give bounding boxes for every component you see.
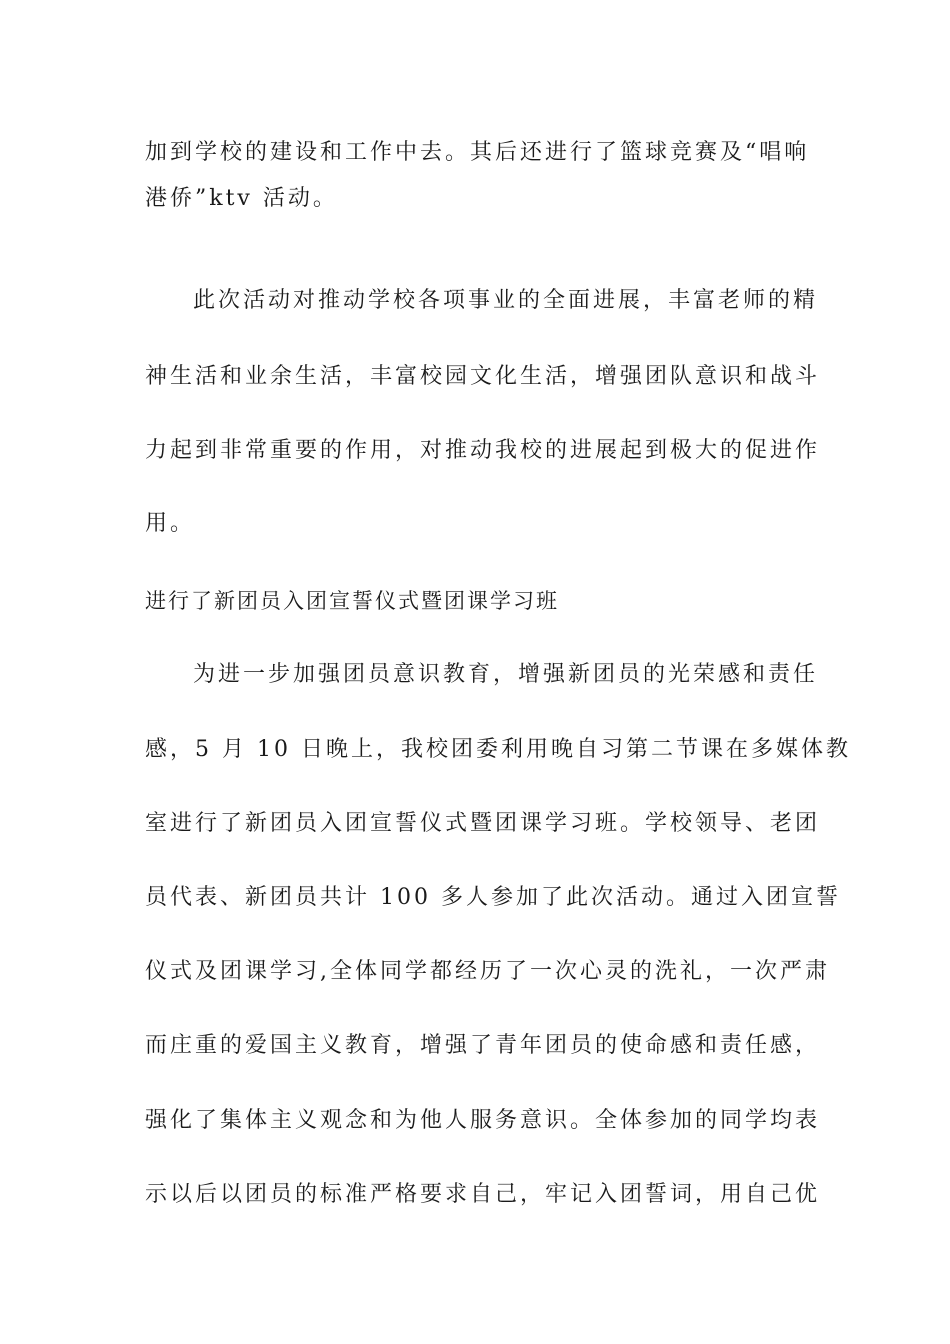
paragraph-line: 为进一步加强团员意识教育，增强新团员的光荣感和责任	[193, 662, 819, 687]
paragraph-line: 力起到非常重要的作用，对推动我校的进展起到极大的促进作	[145, 438, 821, 463]
paragraph-line: 神生活和业余生活，丰富校园文化生活，增强团队意识和战斗	[145, 364, 821, 389]
paragraph-line: 示以后以团员的标准严格要求自己，牢记入团誓词，用自己优	[145, 1182, 821, 1207]
paragraph-line: 感，5 月 10 日晚上，我校团委利用晚自习第二节课在多媒体教	[145, 737, 851, 762]
paragraph-line: 加到学校的建设和工作中去。其后还进行了篮球竞赛及“唱响	[145, 140, 810, 165]
paragraph-line: 员代表、新团员共计 100 多人参加了此次活动。通过入团宣誓	[145, 885, 841, 910]
paragraph-line: 用。	[145, 511, 196, 536]
paragraph-line: 室进行了新团员入团宣誓仪式暨团课学习班。学校领导、老团	[145, 811, 821, 836]
paragraph-line: 仪式及团课学习,全体同学都经历了一次心灵的洗礼，一次严肃	[145, 959, 830, 984]
paragraph-line: 港侨”ktv 活动。	[145, 186, 338, 211]
section-heading: 进行了新团员入团宣誓仪式暨团课学习班	[145, 589, 559, 613]
paragraph-line: 而庄重的爱国主义教育，增强了青年团员的使命感和责任感，	[145, 1033, 821, 1058]
paragraph-line: 强化了集体主义观念和为他人服务意识。全体参加的同学均表	[145, 1108, 821, 1133]
paragraph-line: 此次活动对推动学校各项事业的全面进展，丰富老师的精	[193, 288, 819, 313]
